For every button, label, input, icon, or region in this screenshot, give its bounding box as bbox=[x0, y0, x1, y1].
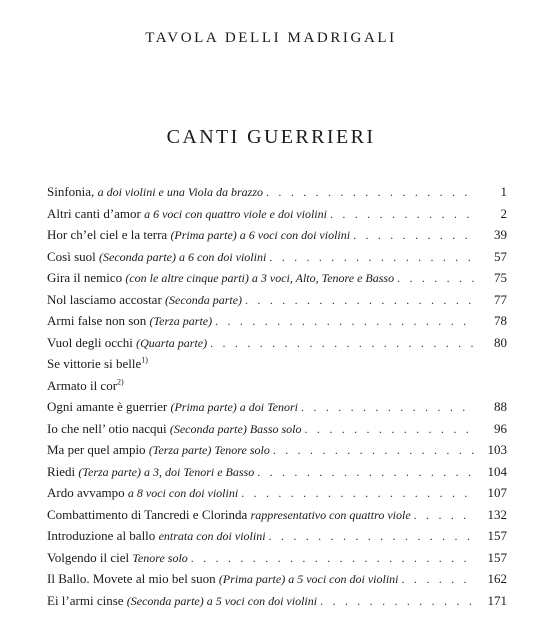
dot-leader bbox=[266, 182, 475, 204]
toc-entry-title: Ogni amante è guerrier bbox=[47, 399, 168, 414]
toc-entry-heading bbox=[47, 568, 399, 591]
toc-entry bbox=[47, 246, 507, 268]
toc-entry bbox=[47, 353, 507, 375]
toc-entry-heading bbox=[47, 203, 327, 226]
toc-entry-detail: (Seconda parte) bbox=[165, 292, 243, 307]
dot-leader bbox=[269, 247, 475, 269]
toc-entry-detail: (Quarta parte) bbox=[136, 335, 208, 350]
page-number: 103 bbox=[487, 442, 507, 457]
toc-entry-heading bbox=[47, 482, 238, 505]
page-number: 78 bbox=[494, 313, 507, 328]
toc-entry-heading bbox=[47, 332, 207, 355]
toc-entry-detail: (Terza parte) Tenore solo bbox=[148, 443, 270, 457]
toc-entry-title: Ei l’armi cinse bbox=[47, 592, 124, 608]
toc-entry-title: Volgendo il ciel bbox=[47, 549, 130, 565]
dot-leader bbox=[215, 311, 475, 333]
toc-entry-detail: (Terza parte) bbox=[149, 314, 213, 328]
toc-entry-detail: a doi violini e una Viola da brazzo bbox=[97, 185, 264, 199]
toc-entry bbox=[47, 310, 507, 332]
page-number: 77 bbox=[494, 291, 507, 307]
toc-entry-title: Il Ballo. Movete al mio bel suon bbox=[47, 571, 216, 586]
toc-entry-heading bbox=[47, 525, 266, 548]
page-number: 162 bbox=[487, 571, 507, 586]
toc-entry-heading bbox=[47, 418, 302, 441]
toc-entry bbox=[47, 396, 507, 418]
toc-entry-detail: (Seconda parte) a 6 con doi violini bbox=[99, 249, 267, 264]
toc-entry-detail: (Terza parte) a 3, doi Tenori e Basso bbox=[78, 464, 255, 479]
toc-entry bbox=[47, 224, 507, 246]
toc-entry-heading bbox=[47, 461, 254, 484]
toc-entry-title: Introduzione al ballo bbox=[47, 528, 156, 543]
toc-entry bbox=[47, 525, 507, 547]
page-number: 132 bbox=[487, 506, 507, 522]
page-number: 75 bbox=[494, 270, 507, 285]
dot-leader bbox=[330, 204, 475, 226]
page-number: 171 bbox=[487, 592, 507, 608]
toc-entry-title: Riedi bbox=[47, 463, 76, 479]
toc-entry-detail: a 8 voci con doi violini bbox=[127, 486, 239, 500]
page-number: 157 bbox=[487, 528, 507, 543]
table-of-contents bbox=[47, 181, 507, 611]
toc-entry-heading bbox=[47, 181, 263, 204]
page-number: 1 bbox=[500, 184, 507, 199]
dot-leader bbox=[305, 419, 475, 441]
toc-entry-title: Io che nell’ otio nacqui bbox=[47, 420, 167, 436]
toc-entry-heading bbox=[47, 267, 394, 290]
page-number: 57 bbox=[494, 248, 507, 264]
toc-entry-detail: (Seconda parte) a 5 voci con doi violini bbox=[126, 593, 318, 608]
toc-entry bbox=[47, 482, 507, 504]
toc-entry bbox=[47, 504, 507, 526]
page-number: 96 bbox=[494, 420, 507, 436]
toc-entry bbox=[47, 267, 507, 289]
dot-leader bbox=[320, 591, 475, 613]
toc-entry-title: Altri canti d’amor bbox=[47, 205, 141, 221]
toc-entry-heading bbox=[47, 439, 270, 462]
toc-entry-title: Ardo avvampo bbox=[47, 485, 125, 500]
toc-entry-title: Ma per quel ampio bbox=[47, 442, 146, 457]
toc-entry-detail: entrata con doi violini bbox=[158, 529, 266, 543]
dot-leader bbox=[269, 526, 475, 548]
toc-entry-heading bbox=[47, 310, 212, 333]
dot-leader bbox=[301, 397, 475, 419]
dot-leader bbox=[402, 569, 475, 591]
toc-entry-title: Vuol degli occhi bbox=[47, 334, 133, 350]
toc-entry bbox=[47, 547, 507, 569]
toc-entry-heading bbox=[47, 289, 242, 312]
section-title: CANTI GUERRIERI bbox=[166, 126, 376, 148]
page-number: 39 bbox=[494, 227, 507, 242]
dot-leader bbox=[245, 290, 475, 312]
dot-leader bbox=[353, 225, 475, 247]
dot-leader bbox=[241, 483, 475, 505]
page-title: TAVOLA DELLI MADRIGALI bbox=[145, 30, 397, 46]
toc-entry bbox=[47, 332, 507, 354]
toc-entry-heading bbox=[47, 375, 124, 397]
toc-entry-heading bbox=[47, 396, 298, 419]
toc-entry-title: Hor ch’el ciel e la terra bbox=[47, 227, 168, 242]
toc-entry-heading bbox=[47, 246, 266, 269]
toc-entry-detail: rappresentativo con quattro viole bbox=[250, 507, 411, 522]
toc-entry bbox=[47, 439, 507, 461]
toc-entry-detail: (Prima parte) a 5 voci con doi violini bbox=[218, 572, 399, 586]
toc-entry-heading bbox=[47, 547, 188, 570]
dot-leader bbox=[273, 440, 475, 462]
page-number: 2 bbox=[500, 205, 507, 221]
page-number: 80 bbox=[494, 334, 507, 350]
toc-entry-detail: (Prima parte) a doi Tenori bbox=[170, 400, 299, 414]
page-number: 157 bbox=[487, 549, 507, 565]
dot-leader bbox=[210, 333, 475, 355]
toc-entry-title: Così suol bbox=[47, 248, 96, 264]
toc-entry-title: Se vittorie si belle bbox=[47, 356, 142, 371]
toc-entry bbox=[47, 289, 507, 311]
toc-entry-heading bbox=[47, 224, 350, 247]
toc-entry-heading bbox=[47, 590, 317, 613]
footnote-marker: 2) bbox=[117, 377, 124, 387]
page-number: 104 bbox=[487, 463, 507, 479]
toc-entry bbox=[47, 568, 507, 590]
toc-entry-title: Sinfonia, bbox=[47, 184, 95, 199]
dot-leader bbox=[397, 268, 475, 290]
toc-entry-detail: Tenore solo bbox=[132, 550, 188, 565]
toc-entry bbox=[47, 461, 507, 483]
toc-entry-title: Nol lasciamo accostar bbox=[47, 291, 162, 307]
toc-entry-detail: a 6 voci con quattro viole e doi violini bbox=[144, 206, 327, 221]
toc-entry bbox=[47, 590, 507, 612]
page-number: 88 bbox=[494, 399, 507, 414]
toc-entry-detail: (con le altre cinque parti) a 3 voci, Alto, Tenore e Basso bbox=[125, 271, 395, 285]
toc-entry bbox=[47, 418, 507, 440]
toc-entry-heading bbox=[47, 504, 411, 527]
dot-leader bbox=[257, 462, 475, 484]
dot-leader bbox=[191, 548, 475, 570]
toc-entry-title: Armi false non son bbox=[47, 313, 147, 328]
toc-entry-detail: (Seconda parte) Basso solo bbox=[169, 421, 302, 436]
toc-entry bbox=[47, 181, 507, 203]
toc-entry-detail: (Prima parte) a 6 voci con doi violini bbox=[170, 228, 351, 242]
dot-leader bbox=[414, 505, 475, 527]
toc-entry-title: Armato il cor bbox=[47, 377, 118, 393]
toc-entry-title: Gira il nemico bbox=[47, 270, 123, 285]
toc-entry-title: Combattimento di Tancredi e Clorinda bbox=[47, 506, 248, 522]
toc-entry bbox=[47, 375, 507, 397]
toc-entry-heading bbox=[47, 353, 148, 375]
footnote-marker: 1) bbox=[141, 355, 148, 365]
toc-entry bbox=[47, 203, 507, 225]
page-number: 107 bbox=[487, 485, 507, 500]
